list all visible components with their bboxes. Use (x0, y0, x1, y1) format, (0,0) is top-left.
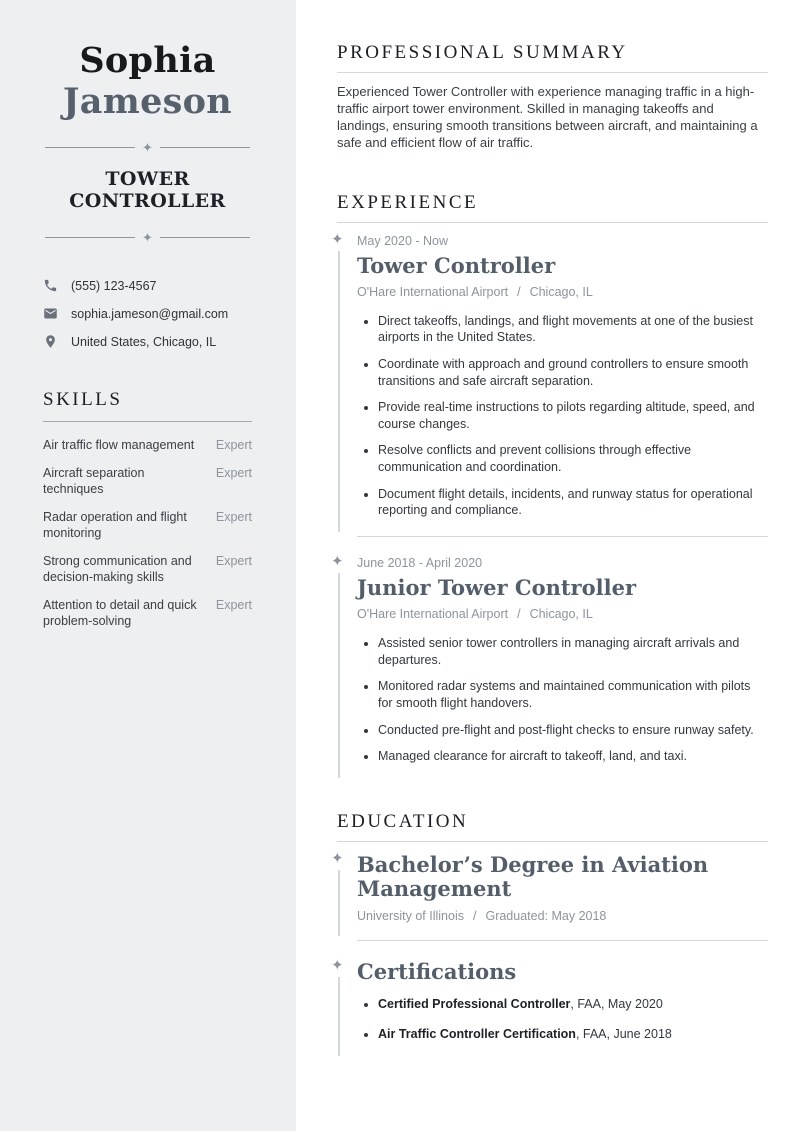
timeline-star-icon: ✦ (331, 230, 344, 248)
skill-name: Strong communication and decision-making skills (43, 553, 192, 585)
skills-title: SKILLS (43, 389, 123, 411)
job-bullet: • Monitored radar systems and maintained communication with pilots for smooth flight handovers. (378, 678, 768, 711)
skill-level: Expert (215, 465, 252, 480)
job-bullet: • Provide real-time instructions to pilots regarding altitude, speed, and course changes. (378, 399, 768, 432)
job-company: O'Hare International Airport (357, 607, 509, 622)
section-rule (337, 841, 768, 842)
section-rule (337, 72, 768, 73)
job-meta (357, 285, 768, 299)
main-column (296, 0, 800, 1131)
divider-star-icon: ✦ (142, 230, 153, 246)
timeline-star-icon: ✦ (331, 552, 344, 570)
job-company: O'Hare International Airport (357, 284, 509, 299)
skill-row (43, 509, 252, 542)
timeline-star-icon: ✦ (331, 957, 344, 975)
certification-item (378, 1026, 768, 1043)
summary-section (337, 42, 768, 152)
education-entry (331, 849, 768, 924)
education-title: EDUCATION (337, 810, 469, 832)
location-text: United States, Chicago, IL (71, 334, 217, 349)
education-section (331, 810, 768, 1043)
job-meta (357, 607, 768, 621)
job-title: Junior Tower Controller (357, 574, 637, 600)
job-bullet-list (378, 635, 768, 765)
divider-line (160, 147, 250, 148)
skill-level: Expert (215, 597, 252, 612)
job-dates: June 2018 - April 2020 (357, 555, 483, 570)
certification-list (378, 996, 768, 1042)
mail-icon (43, 306, 58, 321)
graduation-date: Graduated: May 2018 (485, 909, 607, 924)
skills-rule (43, 421, 252, 422)
job-bullet: • Conducted pre-flight and post-flight checks to ensure runway safety. (378, 722, 768, 739)
first-name: Sophia (79, 40, 216, 81)
certifications-entry (331, 957, 768, 1042)
job-bullet: • Coordinate with approach and ground controllers to ensure smooth transitions and safe aircraft separation. (378, 356, 768, 389)
contact-phone (43, 278, 252, 293)
sidebar (0, 0, 296, 1131)
job-bullet: • Resolve conflicts and prevent collisions through effective communication and coordination. (378, 442, 768, 475)
entry-separator (357, 536, 768, 537)
summary-title: PROFESSIONAL SUMMARY (337, 42, 628, 63)
skill-name: Radar operation and flight monitoring (43, 509, 187, 541)
divider-line (45, 147, 135, 148)
divider-star-icon: ✦ (142, 139, 153, 155)
phone-icon (43, 278, 58, 293)
job-location: Chicago, IL (529, 607, 593, 622)
certifications-title: Certifications (357, 959, 517, 985)
skill-level: Expert (215, 553, 252, 568)
headline-job-title: TOWER CONTROLLER (69, 167, 226, 213)
certification-name: Air Traffic Controller Certification (378, 1026, 576, 1041)
skill-row (43, 597, 252, 630)
meta-separator: / (472, 909, 477, 924)
degree-title: Bachelor’s Degree in Aviation Management (357, 851, 709, 901)
last-name: Jameson (62, 81, 233, 123)
ornament-divider (45, 231, 250, 244)
divider-line (160, 237, 250, 238)
timeline-star-icon: ✦ (331, 849, 344, 867)
skill-name: Aircraft separation techniques (43, 465, 145, 497)
meta-separator: / (517, 284, 521, 299)
entry-separator (357, 940, 768, 941)
skills-section (43, 389, 252, 630)
summary-text: Experienced Tower Controller with experience managing traffic in a high-traffic airport tower environment. Skilled in managing takeoffs and landings, ensuring smooth transitions between aircraft, and maintaining a safe and efficient flow of air traffic. (337, 84, 758, 150)
job-dates: May 2020 - Now (357, 233, 449, 248)
phone-number: (555) 123-4567 (71, 278, 157, 293)
certification-details: , FAA, May 2020 (570, 997, 663, 1012)
contact-email (43, 306, 252, 321)
degree-meta (357, 909, 768, 923)
job-location: Chicago, IL (529, 284, 593, 299)
certification-name: Certified Professional Controller (378, 997, 571, 1012)
skill-row (43, 437, 252, 454)
job-bullet: • Direct takeoffs, landings, and flight movements at one of the busiest airports in the United States. (378, 313, 768, 346)
skill-row (43, 465, 252, 498)
school-name: University of Illinois (357, 909, 464, 924)
experience-title: EXPERIENCE (337, 191, 479, 213)
skill-name: Attention to detail and quick problem-solving (43, 597, 197, 629)
skill-name: Air traffic flow management (43, 438, 195, 453)
ornament-divider (45, 141, 250, 154)
location-pin-icon (43, 334, 58, 349)
skill-level: Expert (215, 509, 252, 524)
skill-level: Expert (215, 438, 252, 453)
divider-line (45, 237, 135, 238)
job-bullet: • Assisted senior tower controllers in managing aircraft arrivals and departures. (378, 635, 768, 668)
skill-row (43, 553, 252, 586)
experience-section (331, 191, 768, 765)
job-bullet-list (378, 313, 768, 519)
meta-separator: / (517, 607, 521, 622)
email-address: sophia.jameson@gmail.com (71, 306, 229, 321)
contact-list (43, 278, 252, 349)
experience-entry (331, 552, 768, 765)
job-bullet: • Managed clearance for aircraft to takeoff, land, and taxi. (378, 748, 768, 765)
section-rule (337, 222, 768, 223)
job-title: Tower Controller (357, 252, 556, 278)
job-bullet: • Document flight details, incidents, and runway status for operational reporting and compliance. (378, 486, 768, 519)
contact-location (43, 334, 252, 349)
certification-item (378, 996, 768, 1013)
experience-entry (331, 230, 768, 519)
certification-details: , FAA, June 2018 (575, 1026, 672, 1041)
